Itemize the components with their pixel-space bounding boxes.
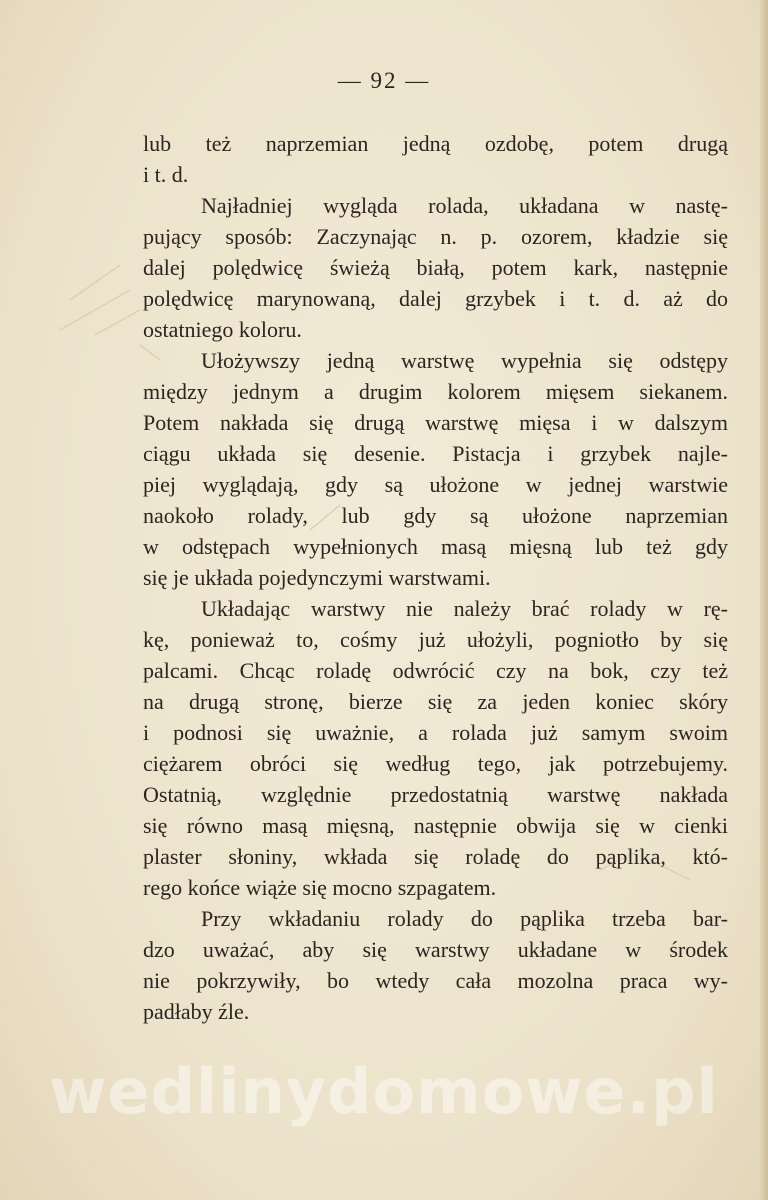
watermark-text: wedlinydomowe.pl [49, 1055, 719, 1128]
text-line: się je układa pojedynczymi warstwami. [143, 565, 491, 590]
body-text [143, 128, 728, 1027]
text-line: naokoło rolady, lub gdy są ułożone naprzemian [143, 503, 728, 528]
text-line: ostatniego koloru. [143, 317, 302, 342]
text-line: piej wyglądają, gdy są ułożone w jednej warstwie [143, 472, 728, 497]
text-line: Przy wkładaniu rolady do pąplika trzeba bar- [201, 906, 728, 931]
text-line: między jednym a drugim kolorem mięsem siekanem. [143, 379, 728, 404]
text-line: dzo uważać, aby się warstwy układane w środek [143, 937, 728, 962]
text-line: i t. d. [143, 162, 189, 187]
text-line: i podnosi się uważnie, a rolada już samym swoim [143, 720, 728, 745]
text-line: Ostatnią, względnie przedostatnią warstwę nakłada [143, 782, 728, 807]
text-line: lub też naprzemian jedną ozdobę, potem drugą [143, 131, 728, 156]
text-line: polędwicę marynowaną, dalej grzybek i t. d. aż do [143, 286, 728, 311]
page-number: — 92 — [337, 68, 431, 93]
text-line: na drugą stronę, bierze się za jeden koniec skóry [143, 689, 728, 714]
text-line: Ułożywszy jedną warstwę wypełnia się odstępy [201, 348, 728, 373]
text-line: w odstępach wypełnionych masą mięsną lub też gdy [143, 534, 728, 559]
text-line: Układając warstwy nie należy brać rolady w rę- [201, 596, 728, 621]
text-line: Najładniej wygląda rolada, układana w nastę- [201, 193, 728, 218]
text-line: padłaby źle. [143, 999, 250, 1024]
text-line: pujący sposób: Zaczynając n. p. ozorem, kładzie się [143, 224, 728, 249]
text-line: Potem nakłada się drugą warstwę mięsa i w dalszym [143, 410, 728, 435]
text-line: ciągu układa się desenie. Pistacja i grzybek najle- [143, 441, 728, 466]
text-line: ciężarem obróci się według tego, jak potrzebujemy. [143, 751, 728, 776]
text-line: kę, ponieważ to, cośmy już ułożyli, pogniotło by się [143, 627, 728, 652]
text-line: palcami. Chcąc roladę odwrócić czy na bok, czy też [143, 658, 728, 683]
page-edge-shadow [760, 0, 768, 1200]
text-line: się równo masą mięsną, następnie obwija się w cienki [143, 813, 728, 838]
text-line: nie pokrzywiły, bo wtedy cała mozolna praca wy- [143, 968, 728, 993]
text-line: rego końce wiąże się mocno szpagatem. [143, 875, 497, 900]
text-line: dalej polędwicę świeżą białą, potem kark, następnie [143, 255, 728, 280]
text-line: plaster słoniny, wkłada się roladę do pąplika, któ- [143, 844, 728, 869]
